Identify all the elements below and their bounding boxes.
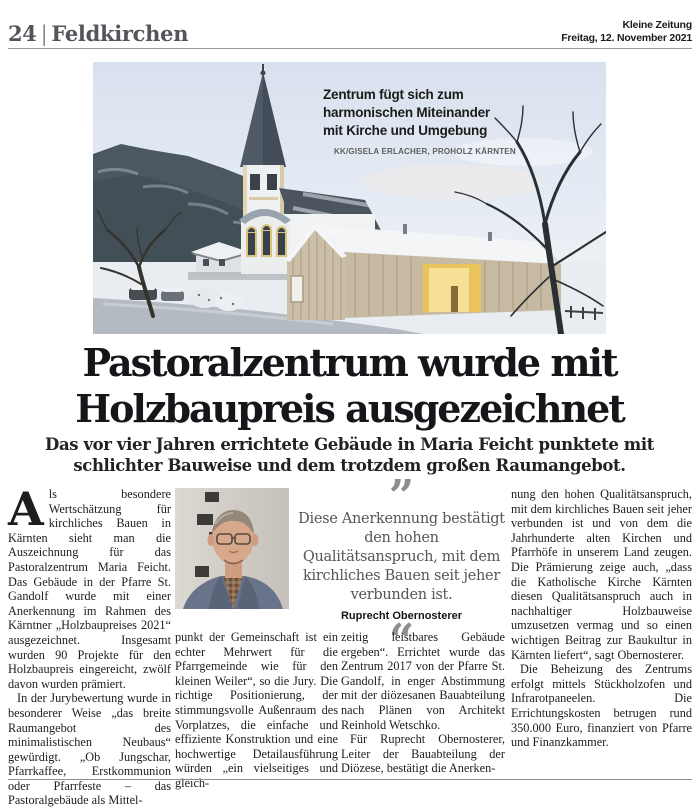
quote-text: Diese Anerkennung bestätigt den hohen Qualitätsanspruch, mit dem kirchliches Bauen seit jeher verbunden ist. <box>298 511 505 603</box>
quote-open-icon: ” <box>388 471 415 522</box>
quote-attribution: Ruprecht Obernosterer <box>340 610 463 622</box>
body-column-2 <box>175 630 338 791</box>
body-text: ls besondere Wertschätzung für kirchliches Bauen in Kärnten sieht man die Auszeichnung für das Pastoralzentrum Maria Feicht. Das Gebäude in der Pfarre St. Gandolf wurde mit einer Anerkennung im Rahmen des Kärntner „Holzbaupreises 2021“ ausgezeichnet. Insgesamt wurden 90 Projekte für den Holzbaupreis eingereicht, zwölf davon wurden prämiert. <box>8 487 171 691</box>
header-rule <box>8 48 692 49</box>
masthead <box>561 19 692 45</box>
body-text: Für Ruprecht Obernosterer, Leiter der Bauabteilung der Diözese, bestätigt die Anerken- <box>341 732 505 776</box>
section-header <box>8 21 188 46</box>
page-number: 24 <box>8 21 37 46</box>
photo-caption <box>323 86 516 161</box>
body-column-4 <box>511 487 692 750</box>
ruprecht-obernosterer-portrait <box>175 488 289 609</box>
section-title: Feldkirchen <box>51 21 189 46</box>
headline-line-2: Holzbaupreis ausgezeichnet <box>75 386 624 431</box>
drop-cap: A <box>8 482 44 536</box>
article-photo <box>93 62 606 334</box>
masthead-date: Freitag, 12. November 2021 <box>561 32 692 44</box>
pull-quote <box>295 471 508 666</box>
bottom-rule <box>8 779 692 780</box>
masthead-title: Kleine Zeitung <box>622 19 692 31</box>
header-divider: | <box>40 22 48 46</box>
caption-line: mit Kirche und Umgebung <box>323 123 488 138</box>
photo-credit: KK/GISELA ERLACHER, PROHOLZ KÄRNTEN <box>334 147 516 156</box>
body-text: Die Beheizung des Zentrums erfolgt mittels Stückholzofen und Infrarotpaneelen. Die Errichtungskosten betrugen rund 350.000 Euro, finanziert von Pfarre und Finanzkammer. <box>511 662 692 750</box>
article-subheadline: Das vor vier Jahren errichtete Gebäude in Maria Feicht punktete mit schlichter Bauweise und dem trotzdem großen Raumangebot. <box>45 435 654 475</box>
quote-close-icon: “ <box>388 615 415 666</box>
body-text: punkt der Gemeinschaft ist ein echter Mehrwert für die Pfarrgemeinde wie für den kleinen Weiler“, so die Jury. Die richtige Positionierung, der stimmungsvolle Außenraum des Vorplatzes, die einfache und effiziente Konstruktion und eine hochwertige Detailausführung würden „ein vielseitiges und gleich- <box>175 630 338 790</box>
body-text: In der Jurybewertung wurde in besonderer Weise „das breite Raumangebot des minimalistischen Neubaus“ gewürdigt. „Ob Jungschar, Pfarrkaffee, Erstkommunion oder Pfarrfeste – das Pastoralgebäude als Mittel- <box>8 691 171 808</box>
body-column-1 <box>8 482 171 808</box>
headline-line-1: Pastoralzentrum wurde mit <box>82 340 617 385</box>
person-silhouette <box>451 286 458 312</box>
portrait-photo <box>175 488 289 609</box>
body-column-3 <box>341 630 505 776</box>
body-text: zeitig leistbares Gebäude ergeben“. Errichtet wurde das Zentrum 2017 von der Pfarre St. Gandolf, in enger Abstimmung mit der diözesanen Bauabteilung nach Plänen von Architekt Reinhold Wetschko. <box>341 630 505 732</box>
caption-line: Zentrum fügt sich zum <box>323 87 464 102</box>
caption-line: harmonischen Miteinander <box>323 105 490 120</box>
body-text: nung den hohen Qualitätsanspruch, mit dem kirchliches Bauen seit jeher verbunden ist und von dem die Jahrhunderte alten Kirchen und Pfarrhöfe in unserem Land zeugen. Die Prämierung zeige auch, „dass die Katholische Kirche Kärnten diesen Qualitätsanspruch auch in nachhaltiger Holzbauweise umzusetzen vermag und so einen wichtigen Beitrag zur Baukultur in Kärnten liefert“, sagt Obernosterer. <box>511 487 692 662</box>
article-headline <box>0 340 699 432</box>
